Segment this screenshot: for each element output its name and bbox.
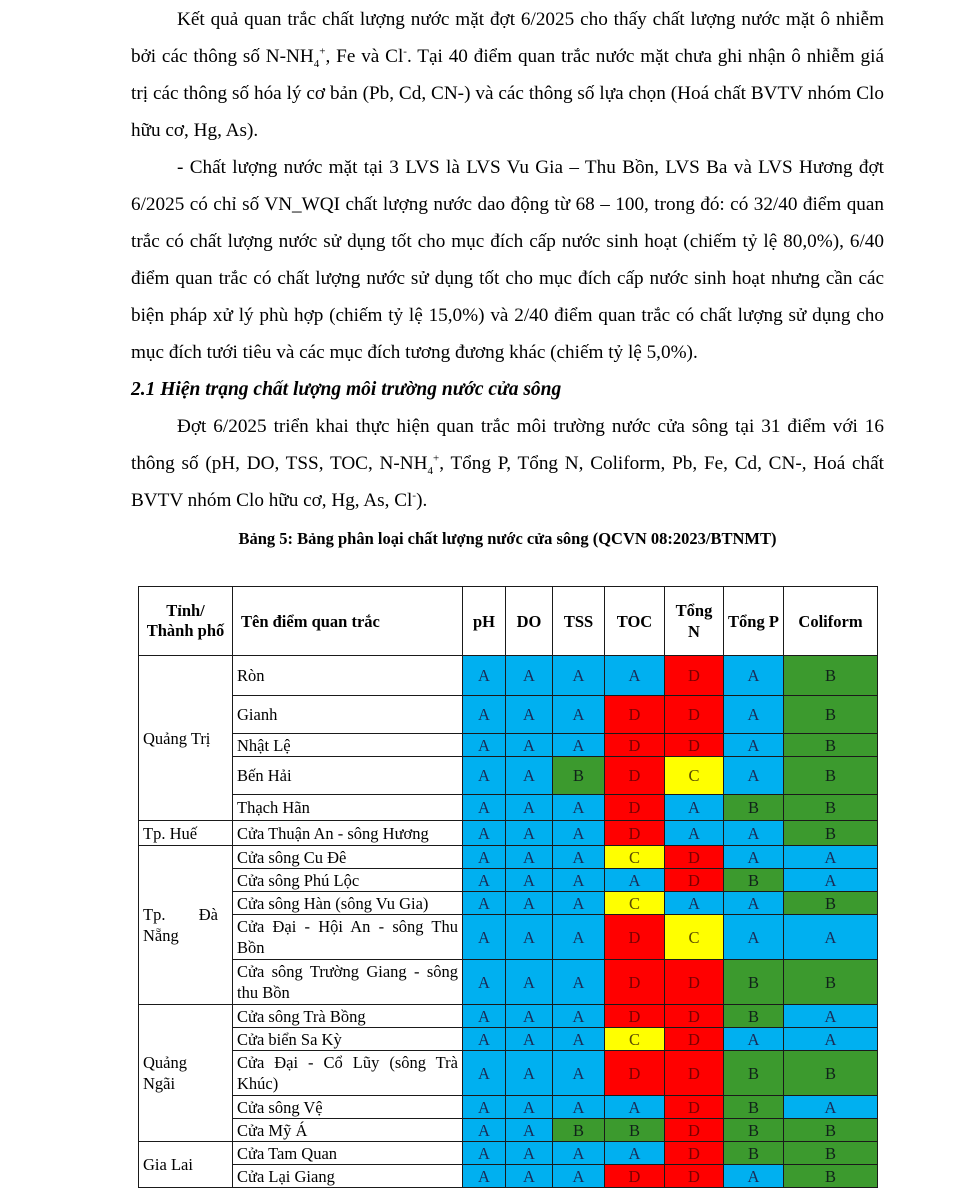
grade-cell-tn: D bbox=[665, 1028, 724, 1051]
grade-cell-tn: D bbox=[665, 1165, 724, 1188]
grade-cell-coliform: B bbox=[784, 795, 878, 821]
grade-cell-do: A bbox=[506, 1096, 553, 1119]
grade-cell-ph: A bbox=[463, 656, 506, 696]
grade-cell-tp: A bbox=[724, 757, 784, 795]
grade-cell-tp: B bbox=[724, 795, 784, 821]
grade-cell-do: A bbox=[506, 696, 553, 734]
grade-cell-tn: D bbox=[665, 1005, 724, 1028]
header-province: Tỉnh/ Thành phố bbox=[139, 587, 233, 656]
grade-cell-tp: B bbox=[724, 869, 784, 892]
table-row bbox=[139, 821, 878, 846]
grade-cell-do: A bbox=[506, 757, 553, 795]
header-tss: TSS bbox=[553, 587, 605, 656]
grade-cell-tn: D bbox=[665, 1096, 724, 1119]
grade-cell-tp: A bbox=[724, 1165, 784, 1188]
grade-cell-toc: D bbox=[605, 757, 665, 795]
paragraph-estuary-monitoring bbox=[131, 408, 884, 519]
table-row bbox=[139, 1142, 878, 1165]
site-name-cell: Cửa sông Trà Bồng bbox=[233, 1005, 463, 1028]
table-row bbox=[139, 960, 878, 1005]
grade-cell-toc: C bbox=[605, 846, 665, 869]
grade-cell-tp: B bbox=[724, 1051, 784, 1096]
grade-cell-toc: A bbox=[605, 1142, 665, 1165]
table-row bbox=[139, 892, 878, 915]
table-row bbox=[139, 696, 878, 734]
grade-cell-tss: A bbox=[553, 821, 605, 846]
grade-cell-do: A bbox=[506, 1005, 553, 1028]
grade-cell-tss: A bbox=[553, 1005, 605, 1028]
table-row bbox=[139, 795, 878, 821]
grade-cell-toc: B bbox=[605, 1119, 665, 1142]
grade-cell-coliform: B bbox=[784, 696, 878, 734]
grade-cell-toc: D bbox=[605, 795, 665, 821]
superscript: + bbox=[319, 45, 326, 58]
grade-cell-tn: D bbox=[665, 1119, 724, 1142]
site-name-cell: Cửa Lại Giang bbox=[233, 1165, 463, 1188]
grade-cell-tp: B bbox=[724, 960, 784, 1005]
grade-cell-tss: A bbox=[553, 869, 605, 892]
grade-cell-tss: A bbox=[553, 1028, 605, 1051]
site-name-cell: Cửa sông Trường Giang - sông thu Bồn bbox=[233, 960, 463, 1005]
grade-cell-toc: D bbox=[605, 1165, 665, 1188]
grade-cell-tn: C bbox=[665, 915, 724, 960]
site-name-cell: Cửa sông Cu Đê bbox=[233, 846, 463, 869]
grade-cell-coliform: B bbox=[784, 1142, 878, 1165]
table-row bbox=[139, 1005, 878, 1028]
grade-cell-toc: D bbox=[605, 821, 665, 846]
grade-cell-do: A bbox=[506, 821, 553, 846]
grade-cell-do: A bbox=[506, 1142, 553, 1165]
text-run: . Tại 40 điểm quan trắc nước mặt chưa ghi nhận ô nhiễm giá trị các thông số hóa lý cơ bản (Pb, Cd, CN-) và các thông số lựa chọn (Hoá chất BVTV nhóm Clo hữu cơ, Hg, As). bbox=[131, 46, 884, 141]
subscript: 4 bbox=[427, 464, 434, 477]
header-total-p: Tổng P bbox=[724, 587, 784, 656]
grade-cell-ph: A bbox=[463, 846, 506, 869]
grade-cell-coliform: B bbox=[784, 821, 878, 846]
grade-cell-coliform: B bbox=[784, 960, 878, 1005]
grade-cell-coliform: A bbox=[784, 1005, 878, 1028]
superscript: + bbox=[433, 452, 440, 465]
text-run: , Fe và Cl bbox=[325, 46, 404, 67]
grade-cell-ph: A bbox=[463, 915, 506, 960]
grade-cell-tss: B bbox=[553, 757, 605, 795]
grade-cell-coliform: B bbox=[784, 757, 878, 795]
site-name-cell: Cửa biển Sa Kỳ bbox=[233, 1028, 463, 1051]
site-name-cell: Cửa sông Hàn (sông Vu Gia) bbox=[233, 892, 463, 915]
grade-cell-toc: D bbox=[605, 696, 665, 734]
grade-cell-ph: A bbox=[463, 1142, 506, 1165]
grade-cell-ph: A bbox=[463, 696, 506, 734]
grade-cell-tss: A bbox=[553, 795, 605, 821]
table-row bbox=[139, 915, 878, 960]
site-name-cell: Bến Hải bbox=[233, 757, 463, 795]
grade-cell-tn: D bbox=[665, 696, 724, 734]
grade-cell-toc: C bbox=[605, 892, 665, 915]
text-run: ). bbox=[416, 490, 428, 511]
grade-cell-do: A bbox=[506, 892, 553, 915]
grade-cell-do: A bbox=[506, 656, 553, 696]
text-run: Đợt 6/2025 triển khai thực hiện quan trắc môi trường nước cửa sông tại 31 điểm với 16 thông số (pH, DO, TSS, TOC, N-NH bbox=[131, 416, 884, 474]
grade-cell-tp: B bbox=[724, 1142, 784, 1165]
table-row bbox=[139, 1051, 878, 1096]
grade-cell-tss: A bbox=[553, 1165, 605, 1188]
grade-cell-ph: A bbox=[463, 1051, 506, 1096]
header-total-n: Tổng N bbox=[665, 587, 724, 656]
header-coliform: Coliform bbox=[784, 587, 878, 656]
superscript: - bbox=[412, 489, 417, 502]
water-quality-table bbox=[138, 586, 878, 1188]
grade-cell-toc: D bbox=[605, 1005, 665, 1028]
grade-cell-ph: A bbox=[463, 821, 506, 846]
grade-cell-tn: D bbox=[665, 869, 724, 892]
table-row bbox=[139, 1028, 878, 1051]
grade-cell-coliform: B bbox=[784, 734, 878, 757]
grade-cell-do: A bbox=[506, 1051, 553, 1096]
grade-cell-ph: A bbox=[463, 960, 506, 1005]
site-name-cell: Cửa sông Phú Lộc bbox=[233, 869, 463, 892]
site-name-cell: Nhật Lệ bbox=[233, 734, 463, 757]
site-name-cell: Cửa Đại - Hội An - sông Thu Bồn bbox=[233, 915, 463, 960]
text-run: Kết quả quan trắc chất lượng nước mặt đợt 6/2025 cho thấy chất lượng nước mặt ô nhiễm bởi các thông số N-NH bbox=[131, 9, 884, 67]
grade-cell-coliform: B bbox=[784, 656, 878, 696]
grade-cell-ph: A bbox=[463, 1119, 506, 1142]
grade-cell-coliform: B bbox=[784, 1051, 878, 1096]
site-name-cell: Cửa sông Vệ bbox=[233, 1096, 463, 1119]
grade-cell-tp: A bbox=[724, 892, 784, 915]
grade-cell-tp: A bbox=[724, 821, 784, 846]
grade-cell-tss: A bbox=[553, 734, 605, 757]
grade-cell-do: A bbox=[506, 795, 553, 821]
grade-cell-tn: A bbox=[665, 795, 724, 821]
province-cell: Quảng Trị bbox=[139, 656, 233, 821]
header-toc: TOC bbox=[605, 587, 665, 656]
province-cell: Tp. Huế bbox=[139, 821, 233, 846]
grade-cell-do: A bbox=[506, 1119, 553, 1142]
table-row bbox=[139, 757, 878, 795]
grade-cell-ph: A bbox=[463, 1028, 506, 1051]
document-page bbox=[131, 0, 884, 552]
site-name-cell: Cửa Mỹ Á bbox=[233, 1119, 463, 1142]
grade-cell-tp: B bbox=[724, 1005, 784, 1028]
grade-cell-do: A bbox=[506, 1165, 553, 1188]
grade-cell-do: A bbox=[506, 846, 553, 869]
grade-cell-tp: A bbox=[724, 656, 784, 696]
grade-cell-coliform: A bbox=[784, 846, 878, 869]
site-name-cell: Ròn bbox=[233, 656, 463, 696]
province-cell: Tp. Đà Nẵng bbox=[139, 846, 233, 1005]
grade-cell-toc: D bbox=[605, 915, 665, 960]
grade-cell-ph: A bbox=[463, 795, 506, 821]
grade-cell-toc: C bbox=[605, 1028, 665, 1051]
province-cell: Quảng Ngãi bbox=[139, 1005, 233, 1142]
grade-cell-coliform: B bbox=[784, 892, 878, 915]
grade-cell-tp: B bbox=[724, 1096, 784, 1119]
grade-cell-ph: A bbox=[463, 869, 506, 892]
grade-cell-coliform: A bbox=[784, 1096, 878, 1119]
site-name-cell: Cửa Đại - Cổ Lũy (sông Trà Khúc) bbox=[233, 1051, 463, 1096]
grade-cell-tss: A bbox=[553, 846, 605, 869]
grade-cell-tn: C bbox=[665, 757, 724, 795]
header-ph: pH bbox=[463, 587, 506, 656]
grade-cell-tss: A bbox=[553, 656, 605, 696]
site-name-cell: Gianh bbox=[233, 696, 463, 734]
grade-cell-toc: D bbox=[605, 734, 665, 757]
table-row bbox=[139, 869, 878, 892]
grade-cell-tn: A bbox=[665, 821, 724, 846]
subscript: 4 bbox=[313, 57, 320, 70]
grade-cell-tss: B bbox=[553, 1119, 605, 1142]
table-header-row bbox=[139, 587, 878, 656]
table-row bbox=[139, 1165, 878, 1188]
grade-cell-tn: A bbox=[665, 892, 724, 915]
site-name-cell: Cửa Thuận An - sông Hương bbox=[233, 821, 463, 846]
grade-cell-tn: D bbox=[665, 656, 724, 696]
paragraph-wqi-summary: - Chất lượng nước mặt tại 3 LVS là LVS Vu Gia – Thu Bồn, LVS Ba và LVS Hương đợt 6/2025 có chỉ số VN_WQI chất lượng nước dao động từ 68 – 100, trong đó: có 32/40 điểm quan trắc có chất lượng nước sử dụng tốt cho mục đích cấp nước sinh hoạt (chiếm tỷ lệ 80,0%), 6/40 điểm quan trắc có chất lượng nước sử dụng tốt cho mục đích cấp nước sinh hoạt nhưng cần các biện pháp xử lý phù hợp (chiếm tỷ lệ 15,0%) và 2/40 điểm quan trắc có chất lượng sử dụng cho mục đích tưới tiêu và các mục đích tương đương khác (chiếm tỷ lệ 5,0%). bbox=[131, 157, 884, 363]
grade-cell-tss: A bbox=[553, 892, 605, 915]
table-row bbox=[139, 1096, 878, 1119]
table-row bbox=[139, 656, 878, 696]
grade-cell-ph: A bbox=[463, 892, 506, 915]
grade-cell-do: A bbox=[506, 915, 553, 960]
grade-cell-tss: A bbox=[553, 1051, 605, 1096]
grade-cell-toc: A bbox=[605, 1096, 665, 1119]
grade-cell-tp: A bbox=[724, 696, 784, 734]
grade-cell-coliform: B bbox=[784, 1165, 878, 1188]
grade-cell-tn: D bbox=[665, 734, 724, 757]
grade-cell-tp: A bbox=[724, 734, 784, 757]
grade-cell-toc: A bbox=[605, 656, 665, 696]
grade-cell-tp: A bbox=[724, 1028, 784, 1051]
header-do: DO bbox=[506, 587, 553, 656]
grade-cell-tn: D bbox=[665, 1051, 724, 1096]
grade-cell-do: A bbox=[506, 869, 553, 892]
site-name-cell: Cửa Tam Quan bbox=[233, 1142, 463, 1165]
grade-cell-toc: D bbox=[605, 960, 665, 1005]
grade-cell-tss: A bbox=[553, 1142, 605, 1165]
grade-cell-ph: A bbox=[463, 1005, 506, 1028]
grade-cell-tss: A bbox=[553, 1096, 605, 1119]
province-cell: Gia Lai bbox=[139, 1142, 233, 1188]
section-heading: 2.1 Hiện trạng chất lượng môi trường nước cửa sông bbox=[131, 379, 562, 400]
grade-cell-tss: A bbox=[553, 915, 605, 960]
grade-cell-ph: A bbox=[463, 734, 506, 757]
grade-cell-coliform: B bbox=[784, 1119, 878, 1142]
grade-cell-toc: D bbox=[605, 1051, 665, 1096]
text-run: , Tổng P, Tổng N, Coliform, Pb, Fe, Cd, CN-, Hoá chất BVTV nhóm Clo hữu cơ, Hg, As, Cl bbox=[131, 453, 884, 511]
grade-cell-tn: D bbox=[665, 846, 724, 869]
grade-cell-tp: A bbox=[724, 846, 784, 869]
grade-cell-ph: A bbox=[463, 757, 506, 795]
header-site: Tên điểm quan trắc bbox=[233, 587, 463, 656]
grade-cell-tp: B bbox=[724, 1119, 784, 1142]
site-name-cell: Thạch Hãn bbox=[233, 795, 463, 821]
grade-cell-tn: D bbox=[665, 1142, 724, 1165]
grade-cell-tn: D bbox=[665, 960, 724, 1005]
grade-cell-do: A bbox=[506, 1028, 553, 1051]
grade-cell-do: A bbox=[506, 960, 553, 1005]
grade-cell-do: A bbox=[506, 734, 553, 757]
grade-cell-coliform: A bbox=[784, 869, 878, 892]
grade-cell-ph: A bbox=[463, 1096, 506, 1119]
grade-cell-coliform: A bbox=[784, 1028, 878, 1051]
grade-cell-coliform: A bbox=[784, 915, 878, 960]
superscript: - bbox=[403, 45, 407, 58]
table-row bbox=[139, 846, 878, 869]
table-row bbox=[139, 1119, 878, 1142]
paragraph-surface-water-results bbox=[131, 0, 884, 149]
table-caption: Bảng 5: Bảng phân loại chất lượng nước cửa sông (QCVN 08:2023/BTNMT) bbox=[238, 529, 777, 548]
grade-cell-tp: A bbox=[724, 915, 784, 960]
grade-cell-toc: A bbox=[605, 869, 665, 892]
grade-cell-tss: A bbox=[553, 960, 605, 1005]
grade-cell-ph: A bbox=[463, 1165, 506, 1188]
table-row bbox=[139, 734, 878, 757]
grade-cell-tss: A bbox=[553, 696, 605, 734]
